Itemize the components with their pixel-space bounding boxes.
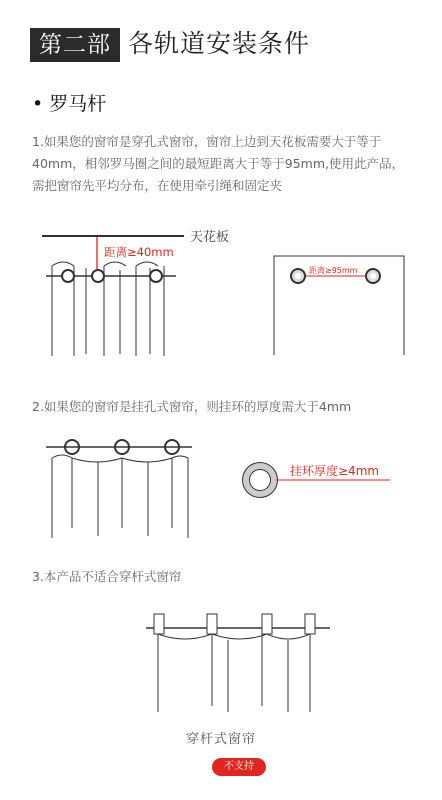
part-label: 第二部: [30, 28, 120, 62]
section-title: [32, 92, 106, 116]
eyelet-detail-frame: [274, 256, 404, 355]
detail-eyelets: [291, 269, 380, 283]
curtain-panels: [52, 262, 164, 356]
curtain-panels-2: [52, 455, 188, 538]
instruction-2: 2.如果您的窗帘是挂孔式窗帘，则挂环的厚度需大于4mm: [32, 399, 352, 414]
not-supported-badge: 不支持: [212, 758, 266, 776]
spacing-label: 距离≥95mm: [309, 266, 358, 275]
section-title-text: 罗马杆: [49, 93, 107, 115]
thick-ring-icon: [246, 466, 274, 494]
figure-caption: 穿杆式窗帘: [185, 732, 256, 747]
eyelet-rings: [62, 270, 162, 282]
instruction-1: 1.如果您的窗帘是穿孔式窗帘，窗帘上边到天花板需要大于等于40mm，相邻罗马圈之间的最短距离大于等于95mm,使用此产品，需把窗帘先平均分布，在使用牵引绳和固定夹: [32, 134, 404, 193]
ring-thickness-label: 挂环厚度≥4mm: [290, 464, 380, 478]
page-title: 各轨道安装条件: [128, 29, 311, 58]
ceiling-label: 天花板: [190, 230, 230, 245]
hanging-rings: [65, 440, 179, 454]
curtain-panels-3: [158, 634, 310, 712]
bullet-icon: •: [32, 93, 44, 115]
instruction-3: 3.本产品不适合穿杆式窗帘: [32, 569, 182, 584]
distance-label: 距离≥40mm: [104, 245, 174, 259]
rod-tabs: [154, 614, 315, 634]
